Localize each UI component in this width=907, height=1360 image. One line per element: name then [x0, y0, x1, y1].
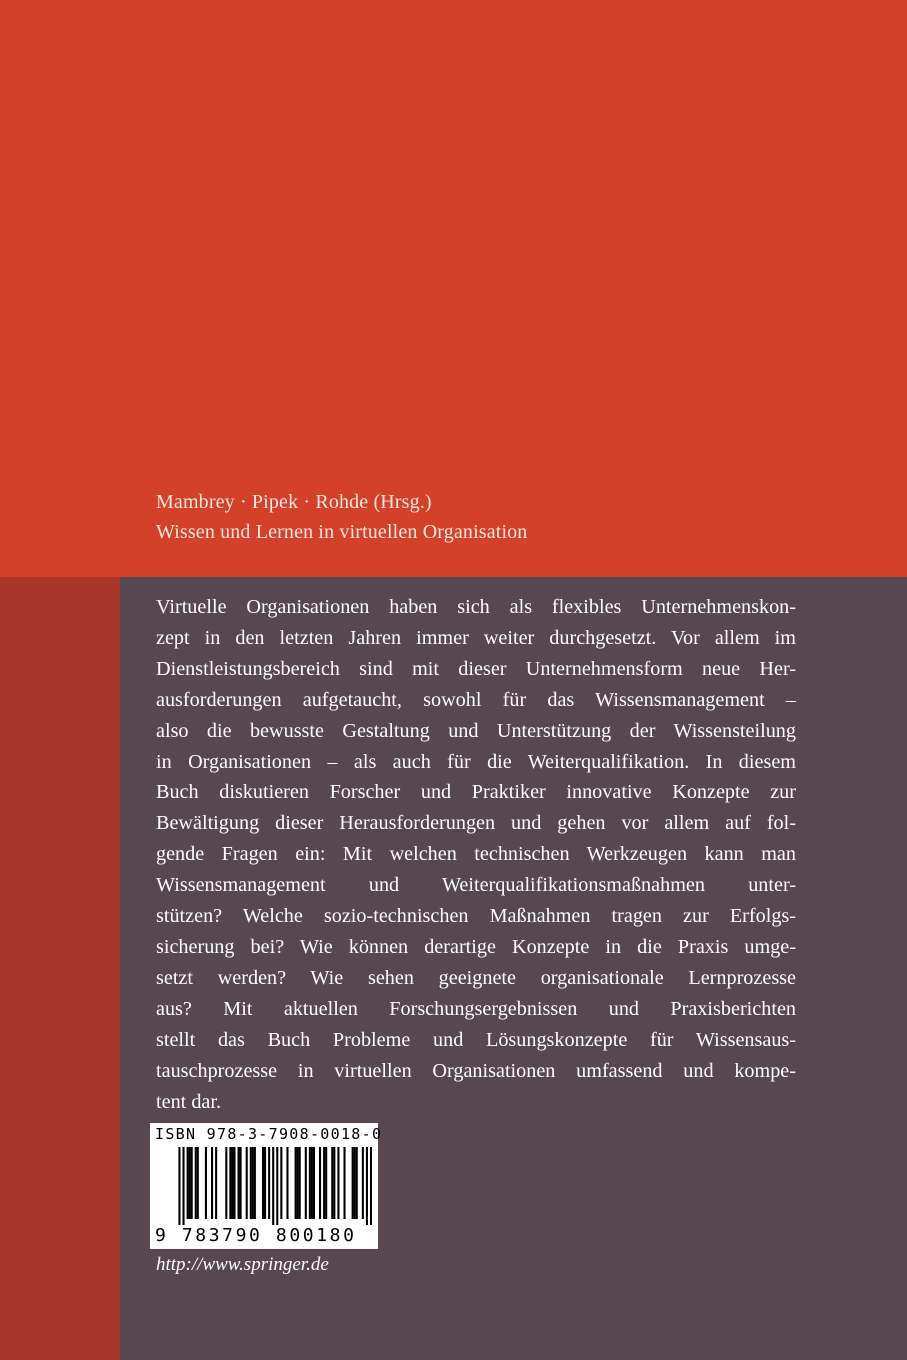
barcode-bar: [356, 1147, 358, 1219]
description-line: Dienstleistungsbereich sind mit dieser Unternehmensform neue Her-: [156, 657, 796, 680]
cover-header: [156, 487, 527, 547]
editors-line: Mambrey · Pipek · Rohde (Hrsg.): [156, 491, 432, 513]
book-description: [156, 592, 796, 1117]
barcode-bar: [333, 1147, 335, 1219]
barcode-bar: [197, 1147, 199, 1219]
isbn-barcode: [150, 1123, 383, 1249]
description-line: Bewältigung dieser Herausforderungen und gehen vor allem auf fol-: [156, 812, 796, 835]
barcode-bar: [211, 1147, 213, 1219]
description-line: sicherung bei? Wie können derartige Konzepte in die Praxis umge-: [156, 935, 796, 958]
barcode-bar: [325, 1147, 327, 1219]
description-line: stellt das Buch Probleme und Lösungskonzepte für Wissensaus-: [156, 1028, 796, 1051]
barcode-bar: [319, 1147, 321, 1219]
description-line: Virtuelle Organisationen haben sich als flexibles Unternehmenskon-: [156, 596, 796, 618]
isbn-label: ISBN 978-3-7908-0018-0: [155, 1125, 383, 1143]
barcode-bar: [195, 1147, 197, 1219]
barcode-bar: [215, 1147, 217, 1219]
description-line: stützen? Welche sozio-technischen Maßnahmen tragen zur Erfolgs-: [156, 905, 796, 928]
barcode-bar: [231, 1147, 233, 1219]
description-line: Wissensmanagement und Weiterqualifikationsmaßnahmen unter-: [156, 874, 796, 897]
barcode-bar: [297, 1147, 299, 1219]
barcode-bar: [268, 1147, 270, 1219]
barcode-bar: [337, 1147, 339, 1219]
barcode-bar: [354, 1147, 356, 1219]
barcode-bar: [362, 1147, 364, 1219]
barcode-bar: [225, 1147, 227, 1219]
book-title: Wissen und Lernen in virtuellen Organisation: [156, 521, 528, 543]
barcode-bar: [240, 1147, 242, 1219]
barcode-bar: [331, 1147, 333, 1219]
barcode-bar: [262, 1147, 264, 1219]
barcode-bar: [252, 1147, 254, 1219]
barcode-bar: [323, 1147, 325, 1219]
description-line: zept in den letzten Jahren immer weiter durchgesetzt. Vor allem im: [156, 626, 796, 649]
barcode-bar: [295, 1147, 297, 1219]
barcode-bar: [246, 1147, 248, 1219]
barcode-bar: [311, 1147, 313, 1219]
barcode-bar: [305, 1147, 307, 1219]
description-line: gende Fragen ein: Mit welchen technischen Werkzeugen kann man: [156, 843, 796, 866]
barcode-bar: [309, 1147, 311, 1219]
barcode-bar: [191, 1147, 193, 1219]
barcode-bar: [182, 1147, 184, 1225]
barcode-bar: [238, 1147, 240, 1219]
barcode-bar: [272, 1147, 274, 1225]
barcode-bar: [254, 1147, 256, 1219]
barcode-bar: [187, 1147, 189, 1219]
description-line: tent dar.: [156, 1090, 222, 1113]
description-line: setzt werden? Wie sehen geeignete organisationale Lernprozesse: [156, 966, 796, 989]
description-line: Buch diskutieren Forscher und Praktiker innovative Konzepte zur: [156, 781, 796, 804]
description-line: ausforderungen aufgetaucht, sowohl für das Wissensmanagement –: [156, 688, 796, 711]
publisher-url[interactable]: http://www.springer.de: [156, 1254, 329, 1275]
barcode-bar: [299, 1147, 301, 1219]
barcode-bar: [343, 1147, 345, 1219]
barcode-bar: [313, 1147, 315, 1219]
barcode-bar: [233, 1147, 235, 1219]
barcode-bar: [178, 1147, 180, 1225]
barcode-bars-icon: [156, 1147, 372, 1225]
barcode-bar: [280, 1147, 282, 1219]
barcode-bar: [286, 1147, 288, 1219]
description-line: in Organisationen – als auch für die Weiterqualifikation. In diesem: [156, 750, 796, 773]
barcode-bar: [189, 1147, 191, 1219]
spine-strip: [0, 577, 120, 1360]
barcode-bar: [352, 1147, 354, 1219]
description-line: also die bewusste Gestaltung und Unterstützung der Wissensteilung: [156, 719, 796, 742]
barcode-bar: [250, 1147, 252, 1219]
barcode-bar: [229, 1147, 231, 1219]
description-line: tauschprozesse in virtuellen Organisationen umfassend und kompe-: [156, 1059, 796, 1082]
ean-number: 9 783790 800180: [155, 1225, 357, 1246]
barcode-bar: [366, 1147, 368, 1225]
barcode-bar: [205, 1147, 207, 1219]
description-line: aus? Mit aktuellen Forschungsergebnissen und Praxisberichten: [156, 997, 796, 1020]
barcode-bar: [370, 1147, 372, 1225]
barcode-bar: [276, 1147, 278, 1225]
barcode-bar: [264, 1147, 266, 1219]
